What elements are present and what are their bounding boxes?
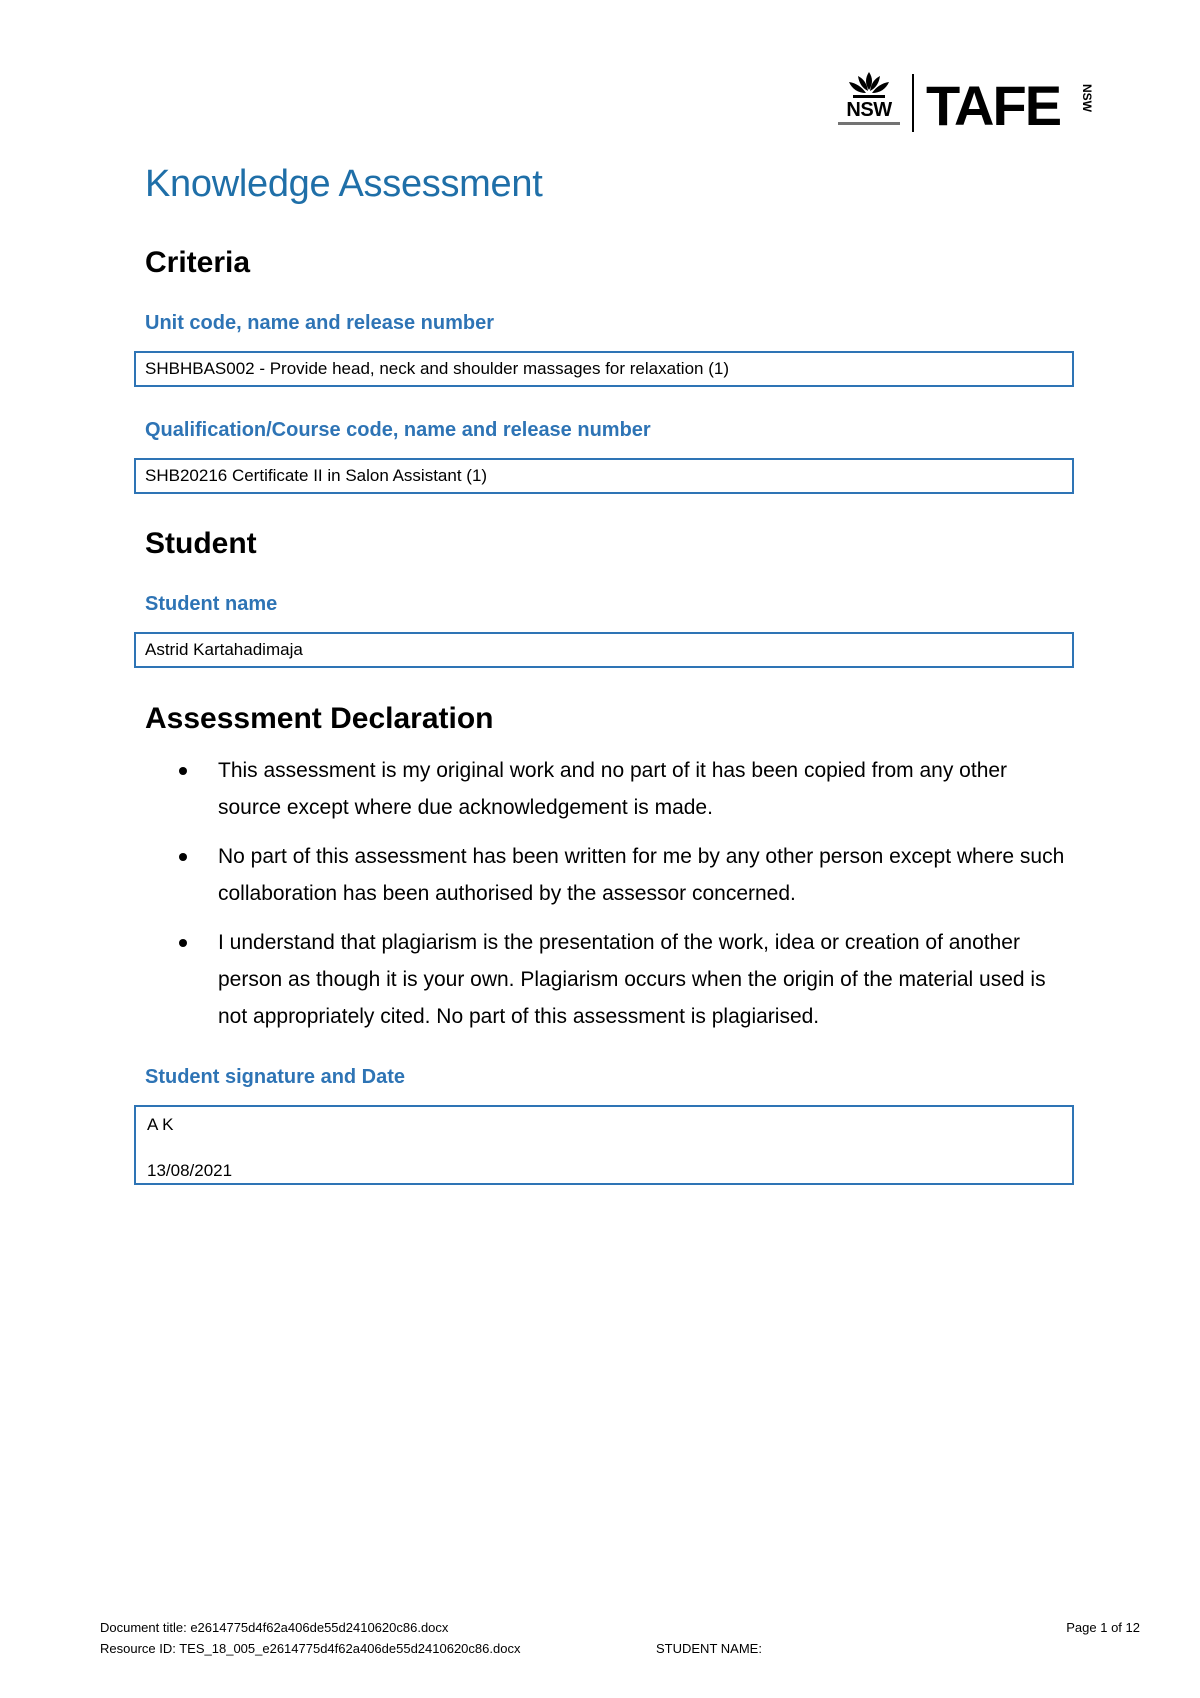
signature-label: Student signature and Date [145, 1066, 406, 1088]
signature-value: A K [147, 1115, 174, 1134]
bullet-icon [179, 939, 187, 947]
criteria-heading: Criteria [145, 246, 251, 279]
declaration-item [145, 838, 1075, 912]
footer-student-name: STUDENT NAME: [656, 1641, 762, 1656]
footer-resource-id: Resource ID: TES_18_005_e2614775d4f62a406de55d2410620c86.docx [100, 1641, 521, 1656]
unit-label: Unit code, name and release number [145, 312, 494, 334]
footer-page-number: Page 1 of 12 [1066, 1620, 1140, 1635]
declaration-item [145, 924, 1075, 1035]
page-title: Knowledge Assessment [145, 163, 543, 205]
nsw-logo-text: NSW [846, 99, 892, 121]
tafe-logo-text: TAFE [926, 74, 1061, 137]
student-name-field[interactable]: Astrid Kartahadimaja [134, 632, 1074, 668]
waratah-icon [844, 70, 894, 100]
unit-field[interactable]: SHBHBAS002 - Provide head, neck and shoulder massages for relaxation (1) [134, 351, 1074, 387]
signature-field[interactable] [134, 1105, 1074, 1185]
nsw-government-logo [836, 70, 902, 134]
qualification-field[interactable]: SHB20216 Certificate II in Salon Assistant (1) [134, 458, 1074, 494]
footer-document-title: Document title: e2614775d4f62a406de55d2410620c86.docx [100, 1620, 449, 1635]
declaration-list [145, 752, 1075, 1047]
declaration-heading: Assessment Declaration [145, 702, 494, 735]
bullet-icon [179, 767, 187, 775]
date-value: 13/08/2021 [147, 1161, 233, 1180]
declaration-item-text: I understand that plagiarism is the presentation of the work, idea or creation of another person as though it is your own. Plagiarism occurs when the origin of the material used is not appropriately cited. No part of this assessment is plagiarised. [218, 931, 1046, 1028]
logo-divider [912, 74, 914, 132]
nsw-government-caption [838, 122, 900, 125]
tafe-nsw-suffix: NSW [1080, 84, 1094, 112]
student-heading: Student [145, 527, 257, 560]
declaration-item [145, 752, 1075, 826]
bullet-icon [179, 853, 187, 861]
declaration-item-text: No part of this assessment has been written for me by any other person except where such collaboration has been authorised by the assessor concerned. [218, 845, 1065, 905]
tafe-nsw-logo [836, 70, 1096, 137]
student-name-label: Student name [145, 593, 278, 615]
declaration-item-text: This assessment is my original work and no part of it has been copied from any other source except where due acknowledgement is made. [218, 759, 1008, 819]
qualification-label: Qualification/Course code, name and release number [145, 419, 651, 441]
